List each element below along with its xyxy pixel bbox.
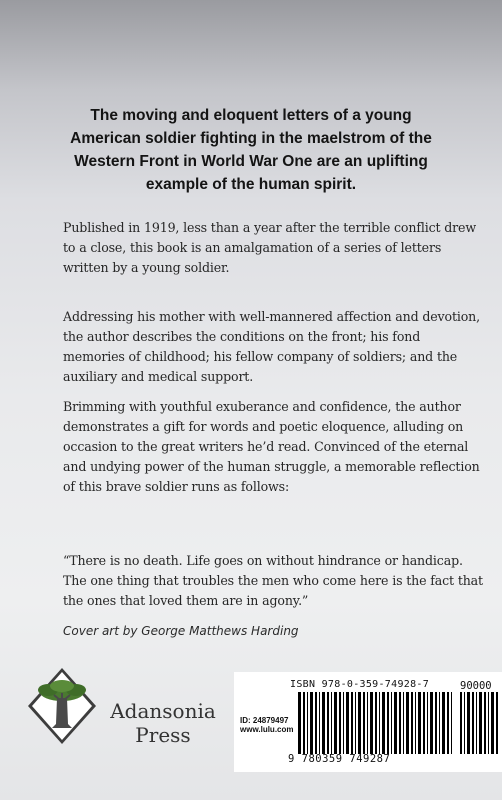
lulu-id-block <box>240 716 293 734</box>
quote-paragraph: “There is no death. Life goes on without hindrance or handicap. The one thing that troubles the men who come here is the fact that the ones that loved them are in agony.” <box>63 553 483 608</box>
description-paragraph-3: Brimming with youthful exuberance and confidence, the author demonstrates a gift for words and poetic eloquence, alluding on occasion to the great writers he’d read. Convinced of the eternal and undying power of the human struggle, a memorable reflection of this brave soldier runs as follows: <box>63 399 480 494</box>
publisher-name <box>108 699 218 747</box>
back-cover-headline: The moving and eloquent letters of a young American soldier fighting in the maelstrom of the Western Front in World War One are an uplifting example of the human spirit. <box>70 107 432 193</box>
lulu-id: ID: 24879497 <box>240 716 289 725</box>
barcode-digits: 9 780359 749287 <box>288 753 391 765</box>
barcode-bars <box>298 692 454 754</box>
publisher-name-line-1: Adansonia <box>110 699 216 723</box>
barcode-addon-bars <box>460 692 500 754</box>
isbn-label: ISBN 978-0-359-74928-7 <box>290 679 430 690</box>
description-paragraph-1: Published in 1919, less than a year after the terrible conflict drew to a close, this book is an amalgamation of a series of letters written by a young soldier. <box>63 220 476 275</box>
barcode-addon-digits: 90000 <box>460 680 492 692</box>
isbn-barcode-block <box>234 672 502 772</box>
baobab-tree-logo-icon <box>26 662 98 748</box>
description-paragraph-2: Addressing his mother with well-mannered affection and devotion, the author describes the conditions on the front; his fond memories of childhood; his fellow company of soldiers; and the auxiliary and medical support. <box>63 309 480 384</box>
lulu-site: www.lulu.com <box>240 725 294 734</box>
cover-art-credit: Cover art by George Matthews Harding <box>63 624 299 638</box>
publisher-name-line-2: Press <box>135 723 191 747</box>
